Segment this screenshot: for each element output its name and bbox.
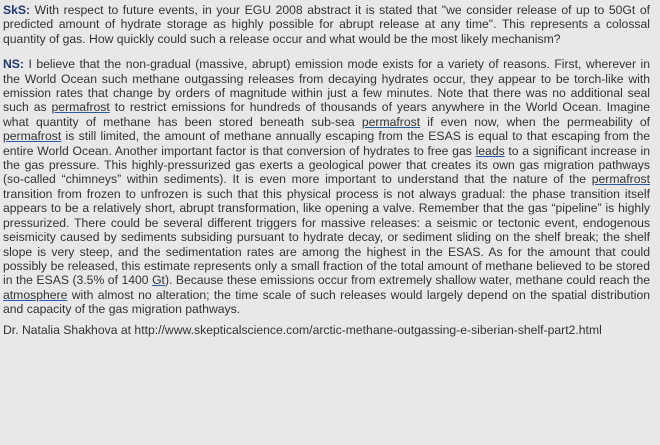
gt-link[interactable]: Gt: [152, 273, 165, 288]
interview-excerpt: [3, 3, 650, 337]
speaker-label-sks: SkS:: [3, 3, 31, 17]
permafrost-link[interactable]: permafrost: [361, 114, 421, 129]
leads-link[interactable]: leads: [475, 143, 505, 158]
speaker-label-ns: NS:: [3, 57, 24, 72]
atmosphere-link[interactable]: atmosphere: [3, 287, 68, 302]
answer-text: is still limited, the amount of methane annually escaping from the ESAS is equal to that escaping from the entire World Ocean. Another important factor is that conversion of hydrates to free gas: [3, 129, 650, 158]
answer-text: with almost no alteration; the time scale of such releases would largely depend on the spatial distribution and capacity of the gas migration pathways.: [3, 287, 650, 317]
question-text: With respect to future events, in your EGU 2008 abstract it is stated that "we consider release of up to 50Gt of predicted amount of hydrate storage as highly possible for abrupt release at any time". This represents a colossal quantity of gas. How quickly could such a release occur and what would be the most likely mechanism?: [3, 3, 650, 46]
permafrost-link[interactable]: permafrost: [51, 100, 110, 115]
answer-text: ). Because these emissions occur from extremely shallow water, methane could reach the: [164, 273, 650, 288]
answer-paragraph: [3, 57, 650, 316]
answer-text: to a significant increase in the gas pressure. This highly-pressurized gas exerts a geological power that creates its own gas migration pathways (so-called “chimneys” within sediments). It is even more important to understand that the nature of the: [3, 143, 650, 187]
source-citation: Dr. Natalia Shakhova at http://www.skepticalscience.com/arctic-methane-outgassing-e-siberian-shelf-part2.html: [3, 322, 602, 337]
answer-text: to restrict emissions for hundreds of thousands of years anywhere in the World Ocean. Imagine what quantity of methane has been stored beneath sub-sea: [3, 100, 650, 129]
permafrost-link[interactable]: permafrost: [3, 129, 62, 144]
answer-text: transition from frozen to unfrozen is such that this physical process is not always gradual: the phase transition itself appears to be a relatively short, abrupt transformation, like opening a valve. Remember that the gas “pipeline” is highly pressurized. There could be several different triggers for massive releases: a seismic or tectonic event, endogenous seismicity caused by sediments subsiding pursuant to hydrate decay, or sediment sliding on the shelf break; the shelf slope is very steep, and the sedimentation rates are among the highest in the ESAS. As for the amount that could possibly be released, this estimate represents only a small fraction of the total amount of methane believed to be stored in the ESAS (3.5% of 1400: [3, 186, 650, 288]
question-paragraph: [3, 3, 650, 46]
answer-text: if even now, when the permeability of: [420, 114, 651, 129]
paragraph-gap: [3, 46, 650, 57]
answer-text: I believe that the non-gradual (massive, abrupt) emission mode exists for a variety of reasons. First, wherever in the World Ocean such methane outgassing releases from decaying hydrates occur, they appear to be torch-like with emission rates that change by orders of magnitude within just a few minutes. Note that there was no additional seal such as: [3, 57, 650, 115]
permafrost-link[interactable]: permafrost: [591, 172, 650, 187]
